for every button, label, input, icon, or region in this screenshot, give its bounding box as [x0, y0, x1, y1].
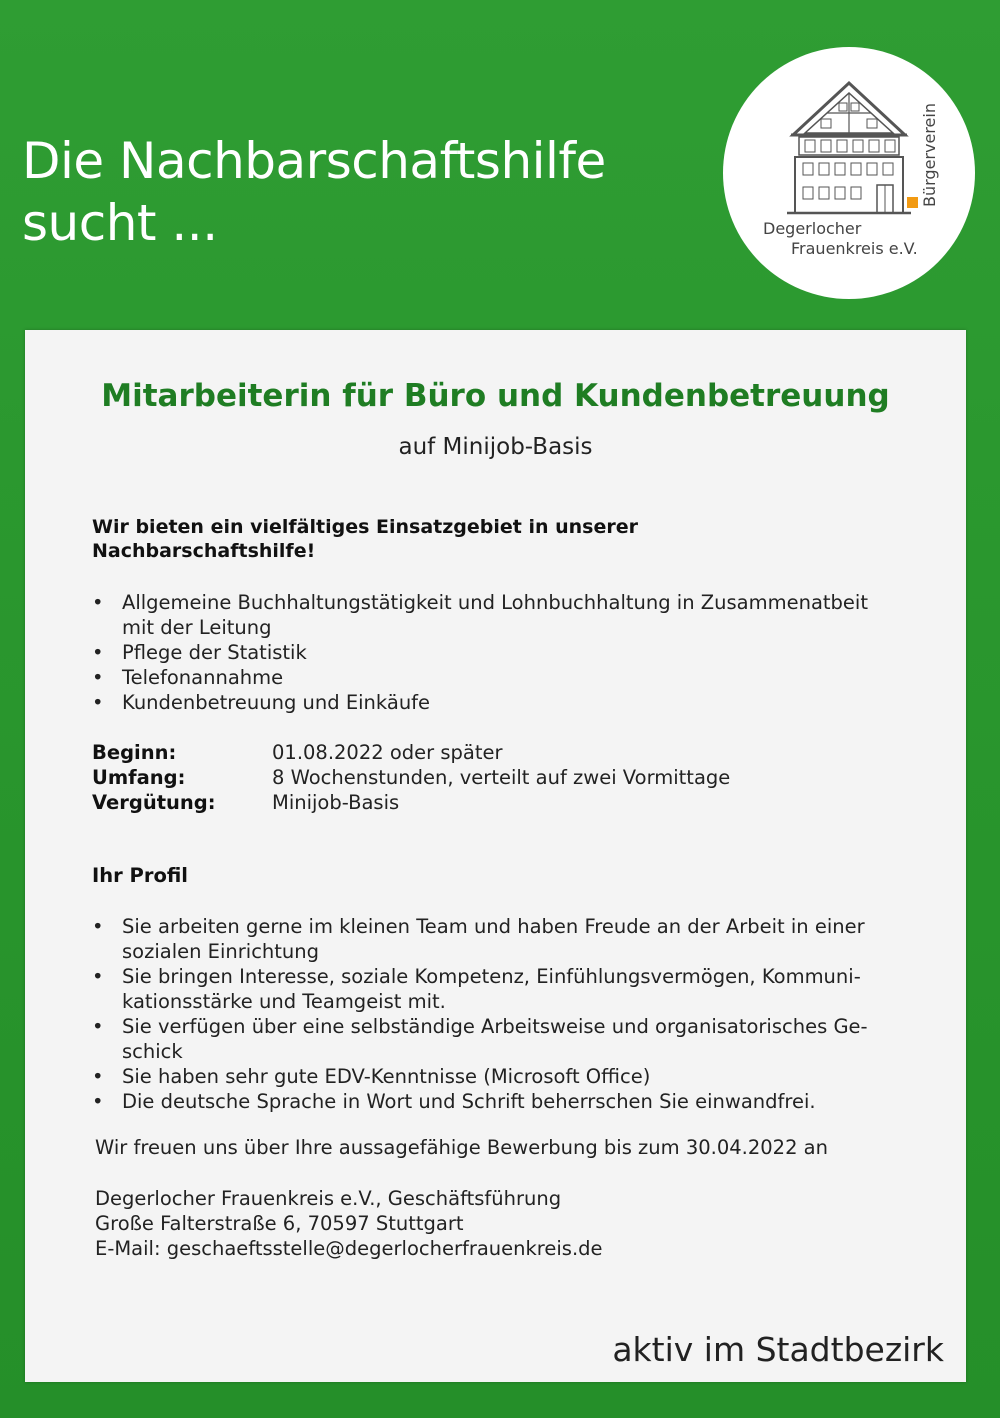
job-title: Mitarbeiterin für Büro und Kundenbetreuung [101, 378, 890, 414]
job-subtitle: auf Minijob-Basis [398, 434, 593, 460]
task-list [92, 590, 912, 715]
list-item: • Sie arbeiten gerne im kleinen Team und haben Freude an der Arbeit in einer sozialen Einrichtung [92, 914, 922, 964]
terms-row [92, 740, 730, 765]
logo-name-line-1: Degerlocher [763, 219, 862, 238]
address-line-1: Degerlocher Frauenkreis e.V., Geschäftsführung [95, 1187, 562, 1210]
list-item: • Telefonannahme [92, 665, 912, 690]
headline-line-1: Die Nachbarschaftshilfe [22, 132, 606, 190]
headline [22, 130, 606, 254]
terms-table [92, 740, 730, 815]
terms-label: Umfang: [92, 766, 186, 789]
list-item: • Allgemeine Buchhaltungstätigkeit und Lohnbuchhaltung in Zusammenatbeit mit der Leitung [92, 590, 912, 640]
logo-accent-square [907, 197, 918, 208]
terms-row [92, 765, 730, 790]
list-item: • Kundenbetreuung und Einkäufe [92, 690, 912, 715]
list-item: • Pflege der Statistik [92, 640, 912, 665]
terms-label: Beginn: [92, 741, 177, 764]
terms-label: Vergütung: [92, 791, 216, 814]
closing-text: Wir freuen uns über Ihre aussagefähige Bewerbung bis zum 30.04.2022 an [95, 1136, 828, 1159]
logo-badge [723, 47, 975, 299]
terms-value: 01.08.2022 oder später [272, 741, 503, 764]
list-item: • Sie verfügen über eine selbständige Arbeitsweise und organisatorisches Ge- schick [92, 1014, 922, 1064]
address-line-2: Große Falterstraße 6, 70597 Stuttgart [95, 1212, 464, 1235]
slogan: aktiv im Stadtbezirk [612, 1330, 944, 1369]
terms-value: 8 Wochenstunden, verteilt auf zwei Vormittage [272, 766, 731, 789]
logo-name [763, 219, 953, 259]
logo-name-line-2: Frauenkreis e.V. [791, 239, 918, 258]
terms-row [92, 790, 730, 815]
job-sheet [25, 330, 966, 1382]
list-item: • Sie haben sehr gute EDV-Kenntnisse (Microsoft Office) [92, 1064, 922, 1089]
contact-address [95, 1186, 603, 1261]
address-line-3: E-Mail: geschaeftsstelle@degerlocherfrauenkreis.de [95, 1237, 603, 1260]
profile-list [92, 914, 922, 1114]
list-item: • Sie bringen Interesse, soziale Kompetenz, Einfühlungsvermögen, Kommuni- kationsstärke und Teamgeist mit. [92, 964, 922, 1014]
terms-value: Minijob-Basis [272, 791, 400, 814]
logo-vertical-text: Bürgerverein [920, 103, 939, 207]
offer-heading: Wir bieten ein vielfältiges Einsatzgebiet in unserer Nachbarschaftshilfe! [92, 516, 639, 562]
headline-line-2: sucht ... [22, 194, 218, 252]
profile-heading: Ihr Profil [92, 864, 188, 887]
list-item: • Die deutsche Sprache in Wort und Schrift beherrschen Sie einwandfrei. [92, 1089, 922, 1114]
